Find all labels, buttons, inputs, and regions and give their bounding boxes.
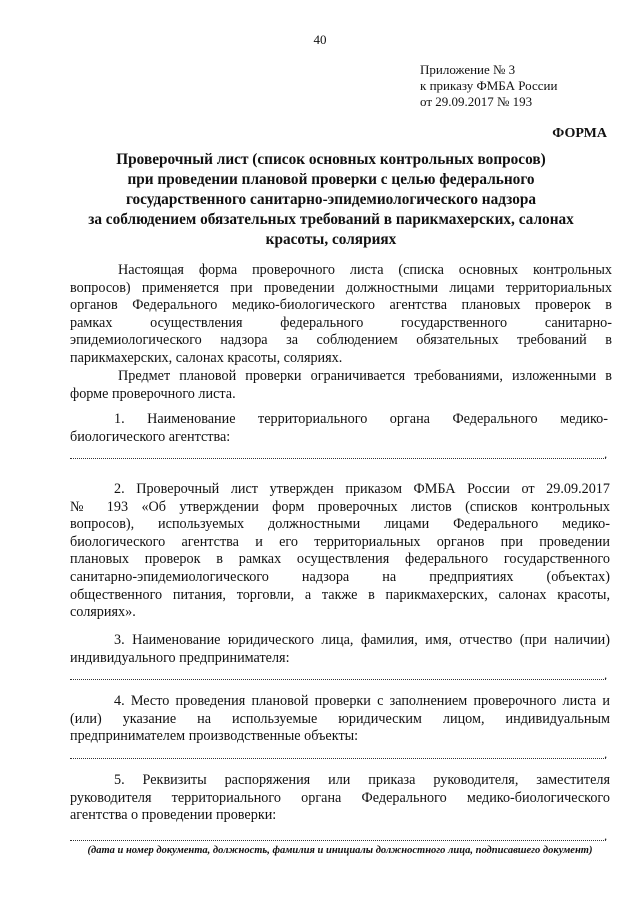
fill-line-5-caption: (дата и номер документа, должность, фамилия и инициалы должностного лица, подписавшего документ): [87, 845, 593, 856]
fill-line-5[interactable]: [70, 840, 606, 841]
fill-line-4[interactable]: [70, 758, 606, 759]
title-line-2: при проведении плановой проверки с целью федерального: [127, 171, 535, 188]
intro-paragraph-1: Настоящая форма проверочного листа (списка основных контрольных вопросов) применяется при проведении должностными лицами территориальных органов Федерального медико-биологического агентства плановых проверок в рамках осуществления федерального государственного санитарно- эпидемиологического надзора за соблюдением обязательных требований в парикмахерских, салонах красоты, соляриях.: [70, 262, 612, 366]
annex-block: [420, 62, 557, 110]
document-title: [66, 150, 596, 250]
form-label: ФОРМА: [552, 126, 607, 141]
title-line-5: красоты, соляриях: [265, 231, 397, 248]
title-line-3: государственного санитарно-эпидемиологического надзора: [125, 191, 537, 208]
fill-line-5-end: .: [604, 828, 608, 843]
item-4: 4. Место проведения плановой проверки с заполнением проверочного листа и (или) указание на используемые юридическим лицом, индивидуальным предпринимателем производственные объекты:: [70, 693, 610, 745]
fill-line-4-end: .: [604, 746, 608, 761]
title-line-4: за соблюдением обязательных требований в парикмахерских, салонах: [88, 211, 574, 228]
annex-line-3: от 29.09.2017 № 193: [420, 94, 533, 109]
fill-line-3-end: .: [604, 667, 608, 682]
item-1: 1. Наименование территориального органа Федерального медико- биологического агентства:: [70, 411, 608, 445]
title-line-1: Проверочный лист (список основных контрольных вопросов): [116, 151, 546, 168]
intro-paragraph-2: Предмет плановой проверки ограничивается требованиями, изложенными в форме проверочного листа.: [70, 368, 612, 402]
fill-line-1-end: .: [604, 446, 608, 461]
item-3: 3. Наименование юридического лица, фамилия, имя, отчество (при наличии) индивидуального предпринимателя:: [70, 632, 610, 666]
page-number: 40: [313, 32, 327, 47]
fill-line-1[interactable]: [70, 458, 606, 459]
annex-line-1: Приложение № 3: [420, 62, 516, 77]
fill-line-3[interactable]: [70, 679, 606, 680]
annex-line-2: к приказу ФМБА России: [420, 78, 558, 93]
item-2: 2. Проверочный лист утвержден приказом ФМБА России от 29.09.2017 № 193 «Об утверждении форм проверочных листов (списков контрольных вопросов), используемых должностными лицами Федерального медико- биологического агентства и его территориальных органов при проведении плановых проверок в рамках осуществления федерального государственного санитарно-эпидемиологического надзора на предприятиях (объектах) общественного питания, торговли, а также в парикмахерских, салонах красоты, соляриях».: [70, 481, 610, 621]
item-5: 5. Реквизиты распоряжения или приказа руководителя, заместителя руководителя территориального органа Федерального медико-биологического агентства о проведении проверки:: [70, 772, 610, 824]
